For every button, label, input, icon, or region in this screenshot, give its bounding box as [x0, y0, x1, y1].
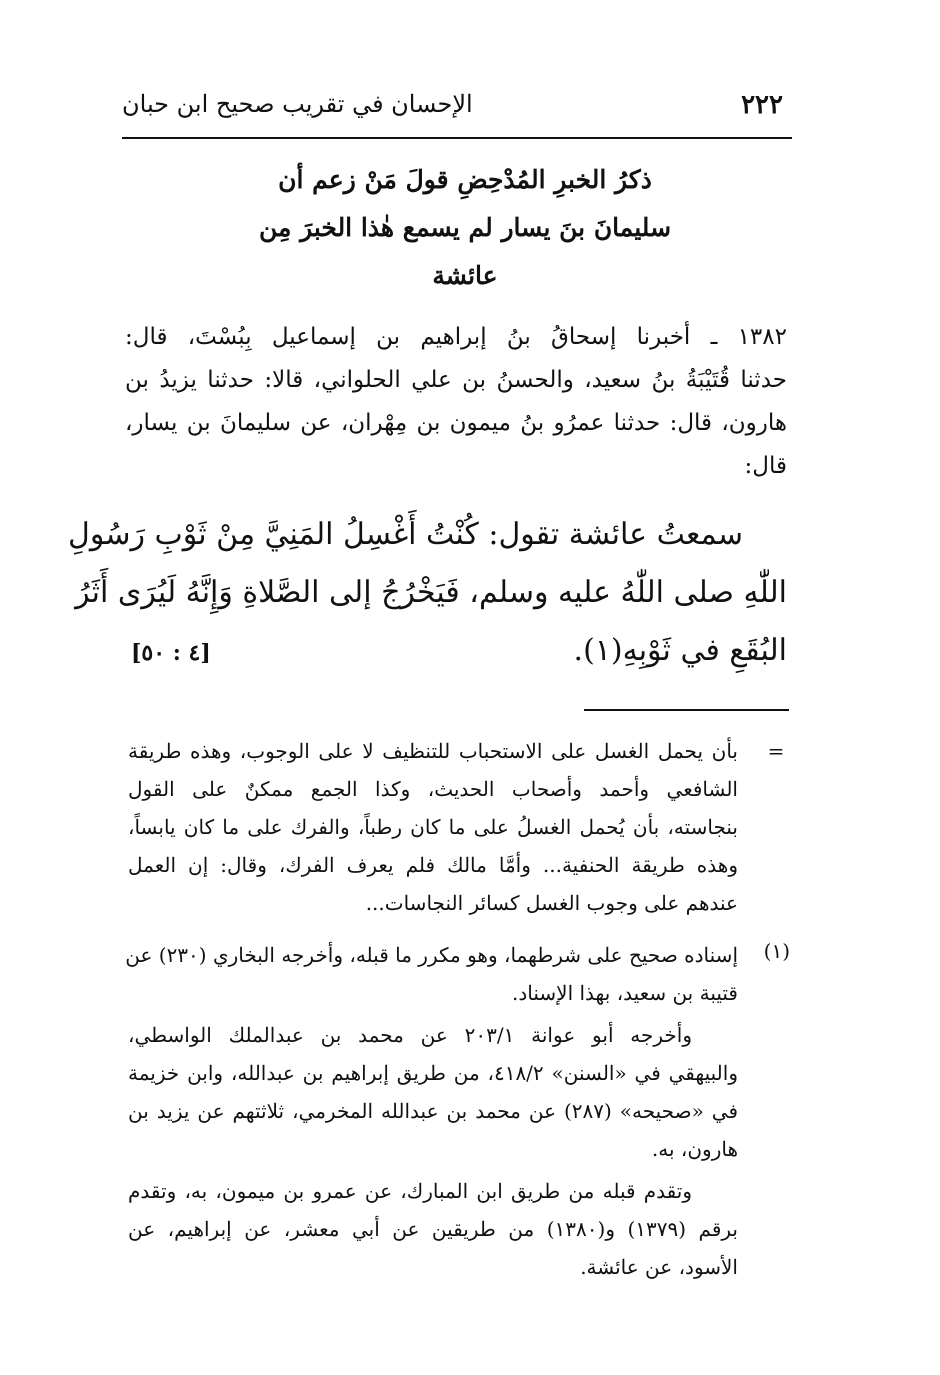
- heading-line: سليمانَ بنَ يسار لم يسمع هٰذا الخبرَ مِن: [258, 213, 672, 242]
- footnote-paragraph: [128, 1016, 738, 1168]
- footnote-line: بنجاسته، بأن يُحمل الغسلُ على ما كان رطباً، والفرك على ما كان يابساً،: [128, 815, 738, 839]
- chain-line: قال:: [744, 453, 787, 479]
- footnote-line: هارون، به.: [651, 1137, 738, 1161]
- footnote-1: [125, 932, 790, 1286]
- hadith-text: [68, 506, 787, 680]
- continuation-marker: =: [767, 739, 785, 763]
- header-rule: [122, 137, 792, 139]
- footnote-line: الشافعي وأحمد وأصحاب الحديث، وكذا الجمع ممكنٌ على القول: [128, 777, 738, 801]
- section-heading: [250, 156, 680, 300]
- footnote-line: قتيبة بن سعيد، بهذا الإسناد.: [512, 981, 738, 1005]
- heading-line: ذكرُ الخبرِ المُدْحِضِ قولَ مَنْ زعم أن: [278, 165, 652, 194]
- footnote-body: [125, 936, 739, 1286]
- footnote-line: وتقدم قبله من طريق ابن المبارك، عن عمرو بن ميمون، به، وتقدم: [128, 1179, 692, 1203]
- footnote-paragraph: [125, 936, 738, 1012]
- footnote-line: بأن يحمل الغسل على الاستحباب للتنظيف لا على الوجوب، وهذه طريقة: [128, 739, 738, 763]
- footnote-continuation: [128, 732, 790, 922]
- hadith-text-line: البُقَعِ في ثَوْبِهِ(١).: [573, 633, 787, 668]
- footnote-line: وهذه طريقة الحنفية... وأمَّا مالك فلم يعرف الفرك، وقال: إن العمل: [128, 853, 738, 877]
- hadith-text-line-last: [125, 622, 787, 680]
- footnote-body: [128, 732, 738, 922]
- footnote-line: برقم (١٣٧٩) و(١٣٨٠) من طريقين عن أبي معشر، عن إبراهيم، عن: [128, 1217, 738, 1241]
- footnote-separator: [584, 709, 789, 711]
- footnote-line: إسناده صحيح على شرطهما، وهو مكرر ما قبله، وأخرجه البخاري (٢٣٠) عن: [125, 943, 738, 967]
- chain-line: ١٣٨٢ ـ أخبرنا إسحاقُ بنُ إبراهيم بن إسماعيل بِبُسْتَ، قال:: [125, 324, 787, 350]
- footnote-line: والبيهقي في «السنن» ٤١٨/٢، من طريق إبراهيم بن عبدالله، وابن خزيمة: [128, 1061, 738, 1085]
- footnote-number: (١): [763, 939, 790, 963]
- chain-line: حدثنا قُتَيْبَةُ بنُ سعيد، والحسنُ بن علي الحلواني، قالا: حدثنا يزيدُ بن: [125, 367, 787, 393]
- hadith-reference: [٤ : ٥٠]: [131, 640, 211, 666]
- footnote-line: وأخرجه أبو عوانة ٢٠٣/١ عن محمد بن عبدالملك الواسطي،: [128, 1023, 693, 1047]
- heading-line: عائشة: [432, 261, 498, 290]
- chain-line: هارون، قال: حدثنا عمرُو بنُ ميمون بن مِهْران، عن سليمانَ بن يسار،: [125, 410, 787, 436]
- running-head: [122, 88, 787, 128]
- hadith-text-line: سمعتُ عائشة تقول: كُنْتُ أَغْسِلُ المَنِيَّ مِنْ ثَوْبِ رَسُولِ: [68, 517, 743, 552]
- hadith-text-line: اللّٰهِ صلى اللّٰهُ عليه وسلم، فَيَخْرُجُ إلى الصَّلاةِ وَإِنَّهُ لَيُرَى أَثَرُ: [75, 575, 787, 610]
- footnote-paragraph: [128, 1172, 738, 1286]
- page-number: ٢٢٢: [741, 90, 783, 120]
- footnote-line: الأسود، عن عائشة.: [580, 1255, 738, 1279]
- book-title: الإحسان في تقريب صحيح ابن حبان: [122, 90, 473, 118]
- footnote-line: في «صحيحه» (٢٨٧) عن محمد بن عبدالله المخرمي، ثلاثتهم عن يزيد بن: [128, 1099, 739, 1123]
- footnote-line: عندهم على وجوب الغسل كسائر النجاسات...: [365, 891, 738, 915]
- hadith-chain-of-narration: [125, 316, 787, 488]
